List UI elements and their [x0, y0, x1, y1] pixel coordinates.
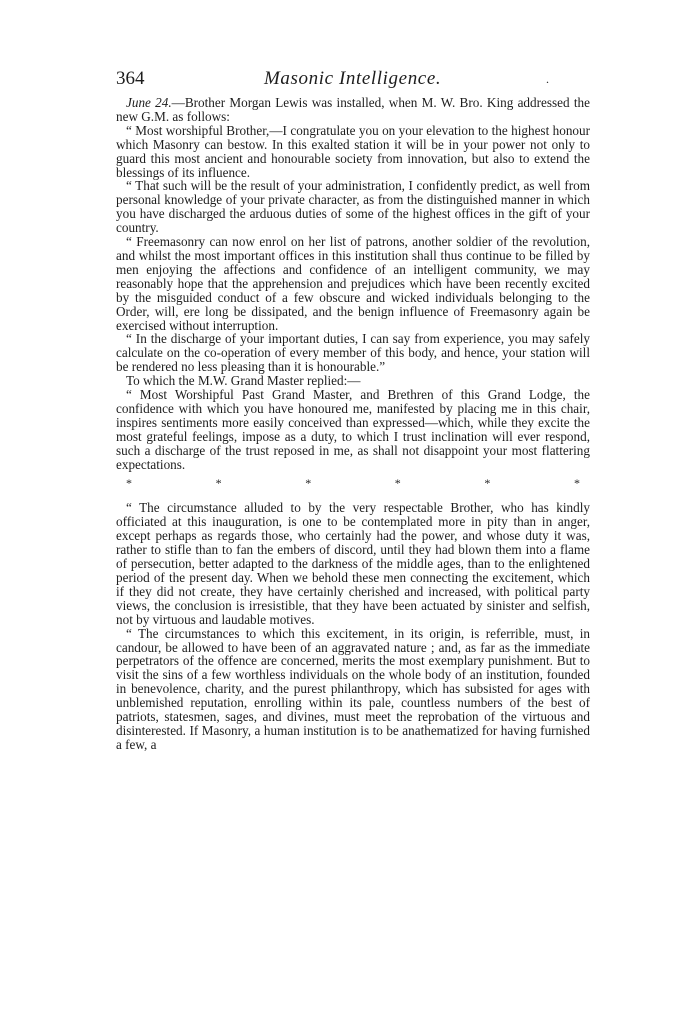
asterism-divider: [116, 471, 590, 495]
running-title: Masonic Intelligence.: [264, 68, 442, 89]
section-grand-master-reply: [116, 501, 590, 751]
paragraph: To which the M.W. Grand Master replied:—: [126, 373, 361, 389]
section-installation-addresses: [116, 96, 590, 471]
paragraph-date: June 24.: [126, 95, 172, 110]
paragraph: “ In the discharge of your important duties, I can say from experience, you may safely calculate on the co-operation of every member of this body, and hence, your station will be rendered no less pleasing than it is honourable.”: [116, 331, 590, 375]
asterisk: *: [394, 476, 401, 491]
paragraph-text: —Brother Morgan Lewis was installed, when M. W. Bro. King addressed the new G.M. as follows:: [116, 95, 590, 124]
header-mark: .: [546, 72, 549, 86]
paragraph: [116, 96, 590, 124]
asterisk: *: [215, 476, 222, 491]
book-page: [116, 66, 590, 752]
paragraph: “ The circumstance alluded to by the very respectable Brother, who has kindly officiated at this inauguration, is one to be contemplated more in pity than in anger, except perhaps as regards those, who certainly had the power, and whose duty it was, rather to stifle than to fan the embers of discord, until they had blown them into a flame of persecution, better adapted to the darkness of the middle ages, than to the enlightened period of the present day. When we behold these men connecting the excitement, which if they did not create, they have certainly cherished and increased, with political party views, the conclusion is irresistible, that they have been actuated by sinister and selfish, not by virtuous and laudable motives.: [116, 500, 590, 627]
paragraph: “ Most worshipful Brother,—I congratulate you on your elevation to the highest honour which Masonry can bestow. In this exalted station it will be in your power not only to guard this most ancient and honourable society from innovation, but also to extend the blessings of its influence.: [116, 122, 590, 180]
asterisk: *: [126, 476, 132, 491]
paragraph: “ Most Worshipful Past Grand Master, and Brethren of this Grand Lodge, the confidence with which you have honoured me, manifested by placing me in this chair, inspires sentiments more easily conceived than expressed—which, while they excite the most grateful feelings, impose as a duty, to which I trust inclination will ever respond, such a discharge of the trust reposed in me, as shall not disappoint your most flattering expectations.: [116, 387, 590, 472]
asterisk: *: [305, 476, 312, 491]
paragraph: “ That such will be the result of your administration, I confidently predict, as well from personal knowledge of your private character, as from the distinguished manner in which you have discharged the arduous duties of some of the highest offices in the gift of your country.: [116, 178, 590, 236]
asterisk: *: [484, 476, 491, 491]
paragraph: “ Freemasonry can now enrol on her list of patrons, another soldier of the revolution, and whilst the most important offices in this institution shall thus continue to be filled by men enjoying the affections and confidence of an intelligent community, we may reasonably hope that the apprehension and prejudices which have been recently excited by the misguided conduct of a few obscure and wicked individuals belonging to the Order, will, ere long be dissipated, and the benign influence of Freemasonry again be exercised without interruption.: [116, 234, 590, 333]
page-header: [116, 66, 590, 96]
paragraph: “ The circumstances to which this excitement, in its origin, is referrible, must, in candour, be allowed to have been of an aggravated nature ; and, as far as the immediate perpetrators of the offence are concerned, merits the most exemplary punishment. But to visit the sins of a few worthless individuals on the whole body of an institution, founded in benevolence, charity, and the purest philanthropy, which has subsisted for ages with unblemished reputation, enrolling within its pale, countless numbers of the best of patriots, statesmen, sages, and divines, must meet the reprobation of the virtuous and disinterested. If Masonry, a human institution is to be anathematized for having furnished a few, a: [116, 625, 590, 752]
asterisk: *: [573, 476, 580, 491]
page-number: 364: [116, 68, 145, 89]
